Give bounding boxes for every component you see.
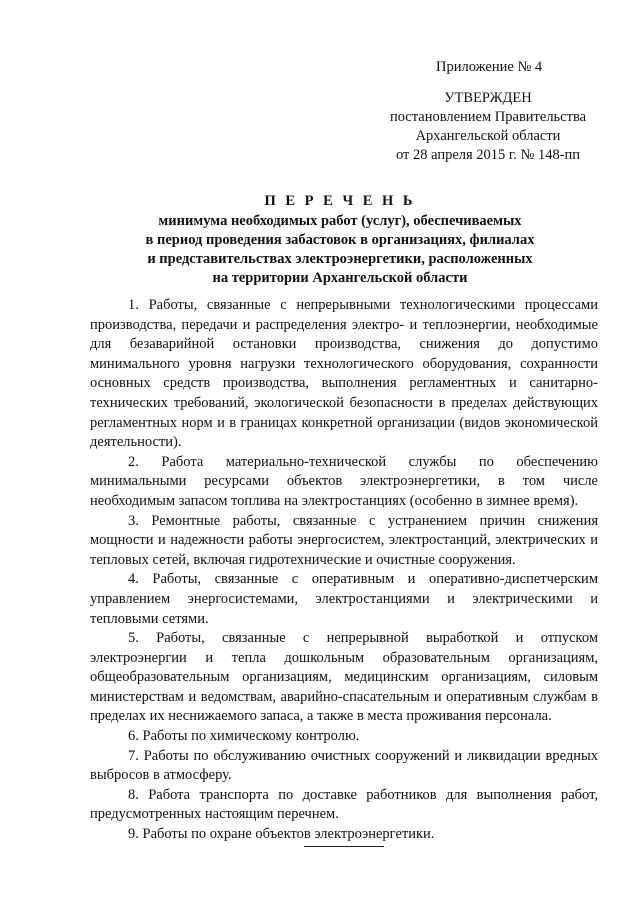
- approval-block: [378, 58, 598, 165]
- title-line-3: и представительствах электроэнергетики, расположенных: [147, 251, 533, 267]
- list-item: 1. Работы, связанные с непрерывными технологическими процессами производства, передачи и распределения электро- и теплоэнергии, необходимые для безаварийной остановки производства, снижения до допустимо минимального уровня нагрузки технологического оборудования, сохранности основных средств производства, выполнения регламентных и санитарно-технических требований, экологической безопасности в пределах действующих регламентных норм и в границах конкретной организации (видов экономической деятельности).: [90, 297, 598, 451]
- list-item: 3. Ремонтные работы, связанные с устранением причин снижения мощности и надежности работы энергосистем, электростанций, электрических и тепловых сетей, включая гидротехнические и очистные сооружения.: [90, 512, 598, 568]
- list-item: 5. Работы, связанные с непрерывной выработкой и отпуском электроэнергии и тепла дошкольным образовательным организациям, общеобразовательным организациям, медицинским организациям, силовым министерствам и ведомствам, аварийно-спасательным и оперативным службам в пределах их неснижаемого запаса, а также в места проживания персонала.: [90, 630, 598, 725]
- title-line-2: в период проведения забастовок в организациях, филиалах: [145, 232, 535, 248]
- appendix-label: Приложение № 4: [436, 59, 543, 75]
- end-divider: [304, 846, 384, 847]
- list-item: 6. Работы по химическому контролю.: [128, 728, 360, 745]
- list-item: 4. Работы, связанные с оперативным и оперативно-диспетчерским управлением энергосистемами, электростанциями и электрическими и тепловыми сетями.: [90, 571, 598, 627]
- list-item: 9. Работы по охране объектов электроэнергетики.: [128, 826, 435, 843]
- list-item: 7. Работы по обслуживанию очистных сооружений и ликвидации вредных выбросов в атмосферу.: [90, 747, 598, 784]
- approval-line-1: постановлением Правительства: [389, 109, 587, 125]
- title-line-1: минимума необходимых работ (услуг), обеспечиваемых: [158, 213, 522, 229]
- approval-line-2: Архангельской области: [415, 128, 561, 144]
- approved-stamp-text: УТВЕРЖДЕН: [444, 90, 532, 106]
- list-item: 2. Работа материально-технической службы по обеспечению минимальными ресурсами объектов электроэнергетики, в том числе необходимым запасом топлива на электростанциях (особенно в зимнее время).: [90, 453, 598, 509]
- list-item: 8. Работа транспорта по доставке работников для выполнения работ, предусмотренных настоящим перечнем.: [90, 786, 598, 823]
- approval-line-3: от 28 апреля 2015 г. № 148-пп: [395, 147, 581, 163]
- item-list: [90, 296, 598, 845]
- title-heading: П Е Р Е Ч Е Н Ь: [264, 193, 416, 209]
- title-line-4: на территории Архангельской области: [212, 270, 468, 286]
- document-title: [90, 192, 590, 288]
